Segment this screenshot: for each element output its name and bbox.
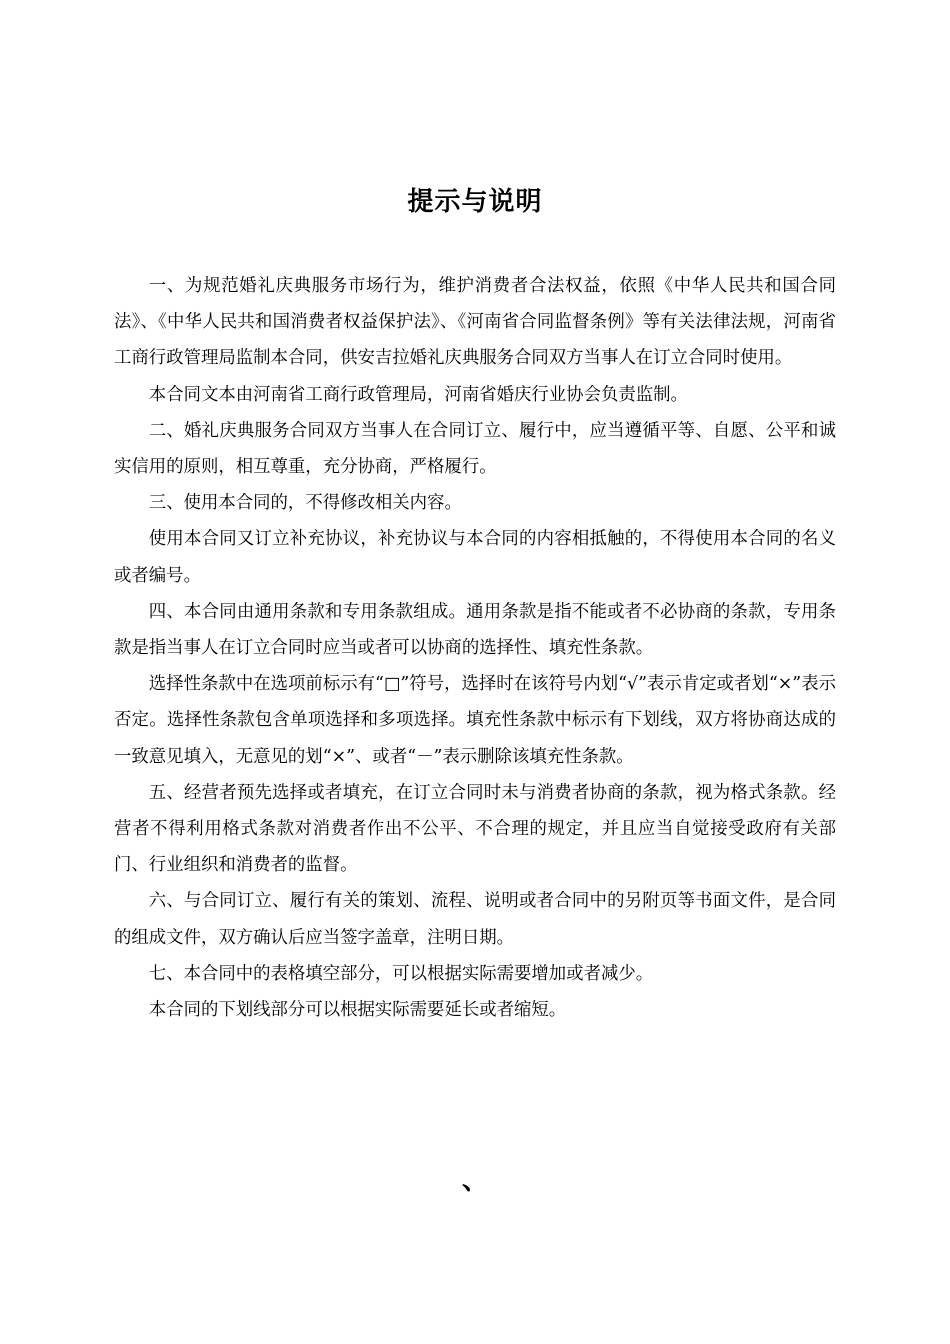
paragraph-6: 四、本合同由通用条款和专用条款组成。通用条款是指不能或者不必协商的条款，专用条款是指当事人在订立合同时应当或者可以协商的选择性、填充性条款。 [114, 601, 836, 659]
paragraph-11: 本合同的下划线部分可以根据实际需要延长或者缩短。 [148, 1000, 567, 1021]
document-body [114, 268, 836, 1028]
paragraph-2: 本合同文本由河南省工商行政管理局，河南省婚庆行业协会负责监制。 [148, 384, 688, 405]
document-title: 提示与说明 [407, 187, 543, 217]
paragraph-4: 三、使用本合同的，不得修改相关内容。 [148, 493, 462, 514]
paragraph-9: 六、与合同订立、履行有关的策划、流程、说明或者合同中的另附页等书面文件，是合同的组成文件，双方确认后应当签字盖章，注明日期。 [114, 891, 836, 948]
trailing-mark: 、 [462, 1166, 489, 1196]
paragraph-3: 二、婚礼庆典服务合同双方当事人在合同订立、履行中，应当遵循平等、自愿、公平和诚实信用的原则，相互尊重，充分协商，严格履行。 [114, 420, 836, 478]
paragraph-8: 五、经营者预先选择或者填充，在订立合同时未与消费者协商的条款，视为格式条款。经营者不得利用格式条款对消费者作出不公平、不合理的规定，并且应当自觉接受政府有关部门、行业组织和消费者的监督。 [114, 782, 836, 876]
paragraph-10: 七、本合同中的表格填空部分，可以根据实际需要增加或者减少。 [148, 963, 654, 984]
paragraph-1: 一、为规范婚礼庆典服务市场行为，维护消费者合法权益，依照《中华人民共和国合同法》、《中华人民共和国消费者权益保护法》、《河南省合同监督条例》等有关法律法规，河南省工商行政管理局监制本合同，供安吉拉婚礼庆典服务合同双方当事人在订立合同时使用。 [114, 276, 836, 369]
paragraph-7: 选择性条款中在选项前标示有“□”符号，选择时在该符号内划“√”表示肯定或者划“×”表示否定。选择性条款包含单项选择和多项选择。填充性条款中标示有下划线，双方将协商达成的一致意见填入，无意见的划“×”、或者“－”表示删除该填充性条款。 [114, 674, 836, 767]
paragraph-5: 使用本合同又订立补充协议，补充协议与本合同的内容相抵触的，不得使用本合同的名义或者编号。 [114, 529, 836, 586]
